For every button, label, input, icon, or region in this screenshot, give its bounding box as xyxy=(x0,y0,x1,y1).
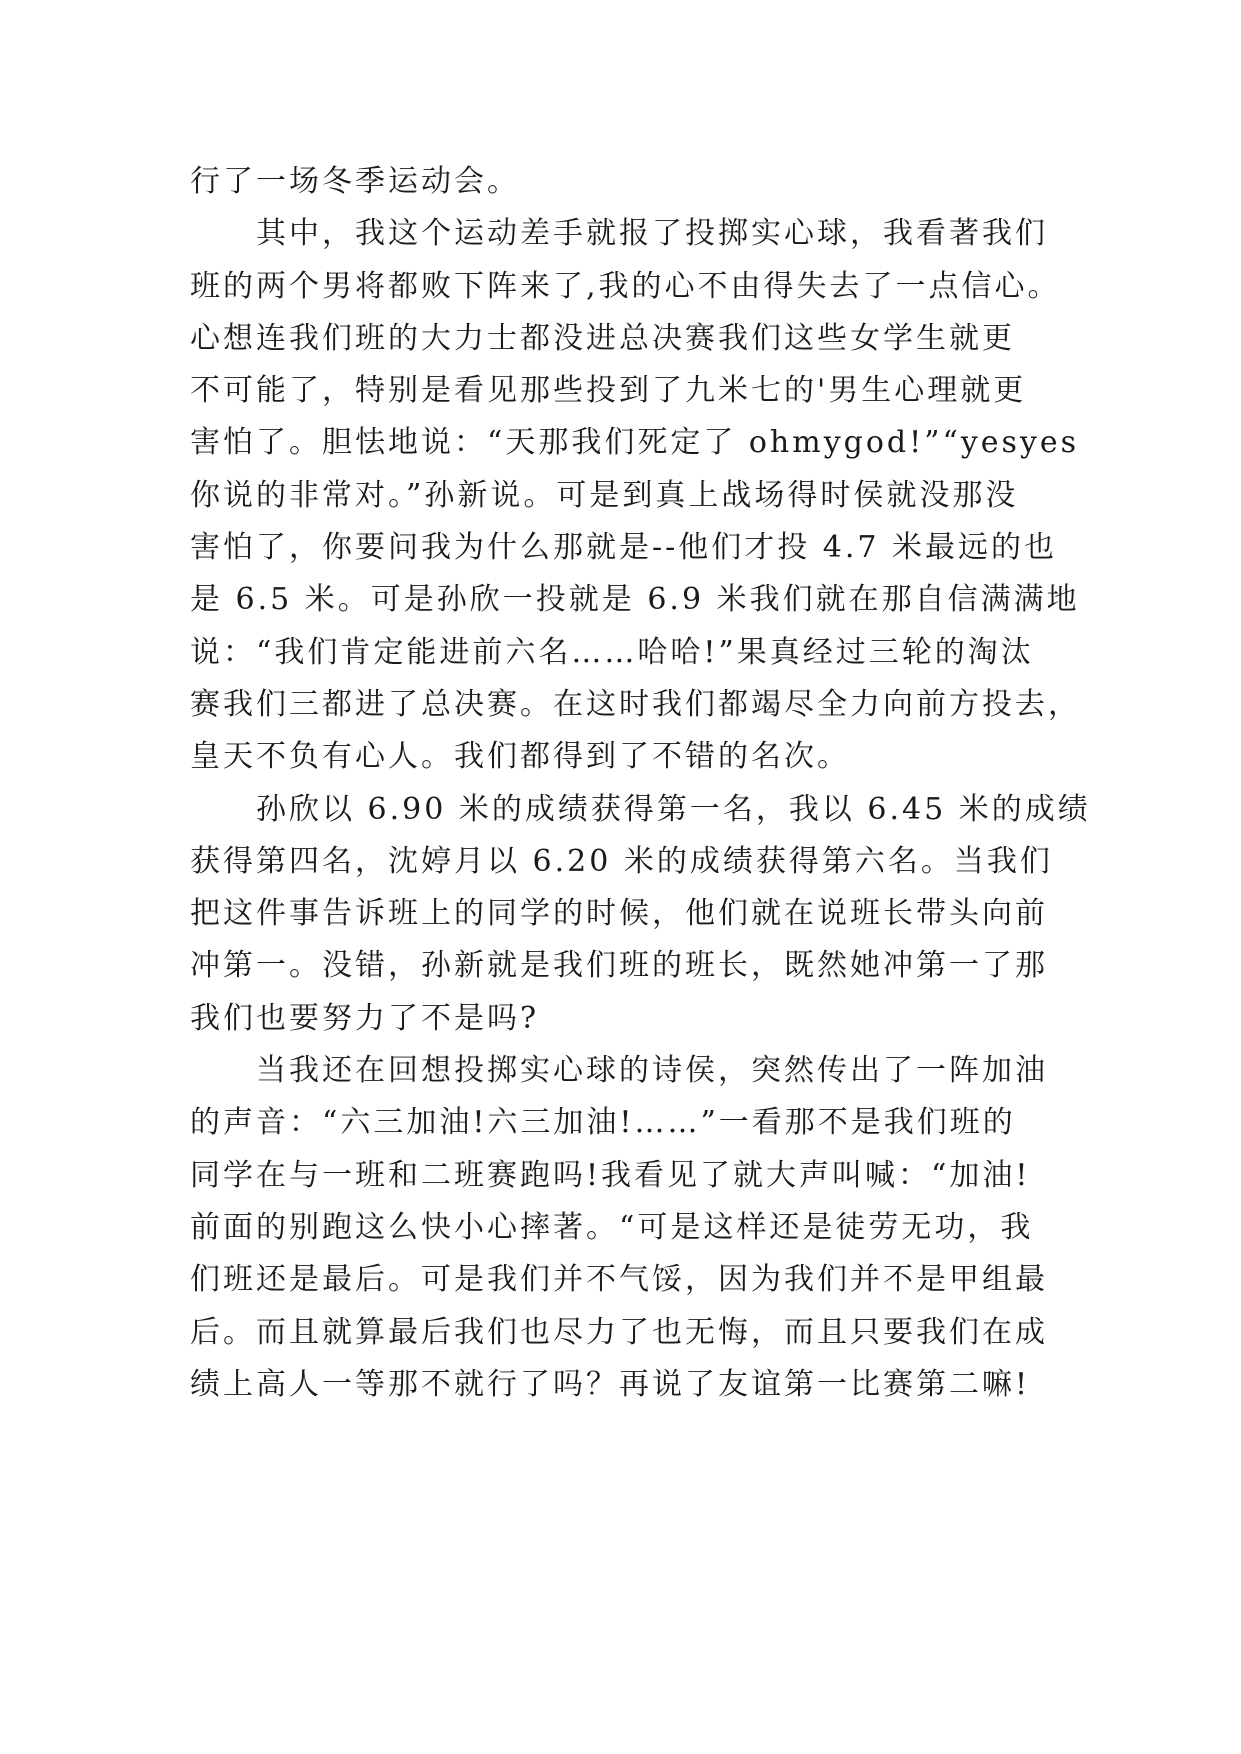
text-line: 害怕了，你要问我为什么那就是--他们才投 4.7 米最远的也 xyxy=(190,530,1058,566)
text-line: 班的两个男将都败下阵来了,我的心不由得失去了一点信心。 xyxy=(190,268,1061,304)
text-line: 获得第四名，沈婷月以 6.20 米的成绩获得第六名。当我们 xyxy=(190,843,1053,879)
text-line: 的声音：“六三加油!六三加油!……”一看那不是我们班的 xyxy=(190,1105,1016,1141)
text-line: 赛我们三都进了总决赛。在这时我们都竭尽全力向前方投去， xyxy=(190,686,1081,722)
text-line: 同学在与一班和二班赛跑吗!我看见了就大声叫喊：“加油! xyxy=(190,1157,1031,1193)
text-line: 我们也要努力了不是吗? xyxy=(190,1000,540,1036)
text-line: 心想连我们班的大力士都没进总决赛我们这些女学生就更 xyxy=(190,320,1015,356)
text-line: 其中，我这个运动差手就报了投掷实心球，我看著我们 xyxy=(190,216,1048,252)
text-line: 行了一场冬季运动会。 xyxy=(190,164,520,199)
text-line: 冲第一。没错，孙新就是我们班的班长，既然她冲第一了那 xyxy=(190,948,1048,984)
text-line: 当我还在回想投掷实心球的诗侯，突然传出了一阵加油 xyxy=(190,1053,1048,1089)
text-line: 皇天不负有心人。我们都得到了不错的名次。 xyxy=(190,739,850,775)
text-line: 是 6.5 米。可是孙欣一投就是 6.9 米我们就在那自信满满地 xyxy=(190,582,1080,618)
text-line: 后。而且就算最后我们也尽力了也无悔，而且只要我们在成 xyxy=(190,1314,1048,1350)
text-line: 绩上高人一等那不就行了吗？再说了友谊第一比赛第二嘛! xyxy=(190,1366,1031,1402)
text-line: 孙欣以 6.90 米的成绩获得第一名，我以 6.45 米的成绩 xyxy=(190,791,1091,827)
text-line: 不可能了，特别是看见那些投到了九米七的'男生心理就更 xyxy=(190,373,1027,409)
text-line: 前面的别跑这么快小心摔著。“可是这样还是徒劳无功，我 xyxy=(190,1209,1034,1245)
article-body xyxy=(190,156,1091,1411)
text-line: 把这件事告诉班上的同学的时候，他们就在说班长带头向前 xyxy=(190,896,1048,932)
text-line: 你说的非常对。”孙新说。可是到真上战场得时侯就没那没 xyxy=(190,477,1019,513)
text-line: 害怕了。胆怯地说：“天那我们死定了 ohmygod!”“yesyes xyxy=(190,425,1080,461)
text-line: 说：“我们肯定能进前六名……哈哈!”果真经过三轮的淘汰 xyxy=(190,634,1034,670)
text-line: 们班还是最后。可是我们并不气馁，因为我们并不是甲组最 xyxy=(190,1262,1048,1298)
